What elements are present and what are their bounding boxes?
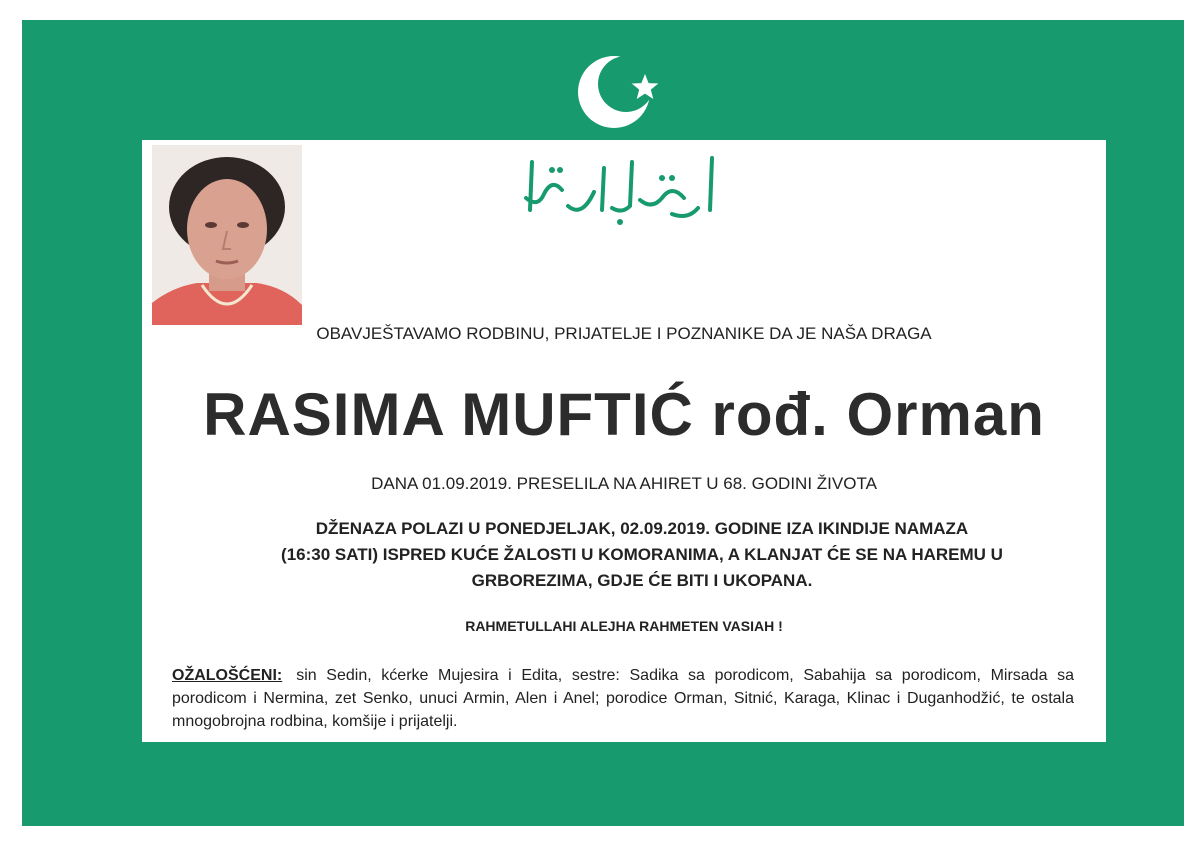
deceased-name: RASIMA MUFTIĆ rođ. Orman	[203, 381, 1045, 448]
arabic-calligraphy	[512, 148, 732, 228]
notice-card	[142, 140, 1106, 742]
intro-text: OBAVJEŠTAVAMO RODBINU, PRIJATELJE I POZNANIKE DA JE NAŠA DRAGA	[316, 324, 932, 343]
prayer-text: RAHMETULLAHI ALEJHA RAHMETEN VASIAH !	[465, 618, 783, 634]
death-notice: DANA 01.09.2019. PRESELILA NA AHIRET U 68. GODINI ŽIVOTA	[371, 474, 877, 493]
funeral-line-1: DŽENAZA POLAZI U PONEDJELJAK, 02.09.2019. GODINE IZA IKINDIJE NAMAZA	[315, 519, 969, 538]
funeral-line-2: (16:30 SATI) ISPRED KUĆE ŽALOSTI U KOMORANIMA, A KLANJAT ĆE SE NA HAREMU U	[281, 545, 1003, 564]
calligraphy-glyphs	[512, 148, 732, 228]
green-frame	[22, 20, 1184, 826]
mourners-label: OŽALOŠĆENI:	[172, 667, 283, 684]
funeral-line-3: GRBOREZIMA, GDJE ĆE BITI I UKOPANA.	[471, 571, 813, 590]
crescent-star-icon	[574, 44, 664, 134]
funeral-info	[202, 516, 1082, 594]
portrait-photo	[152, 145, 302, 325]
mourners-text: sin Sedin, kćerke Mujesira i Edita, sestre: Sadika sa porodicom, Sabahija sa porodicom, Mirsada sa porodicom i Nermina, zet Senko, unuci Armin, Alen i Anel; porodice Orman, Sitnić, Karaga, Klinac i Duganhodžić, te ostala mnogobrojna rodbina, komšije i prijatelji.	[172, 667, 1074, 730]
mourners-paragraph	[172, 664, 1074, 733]
